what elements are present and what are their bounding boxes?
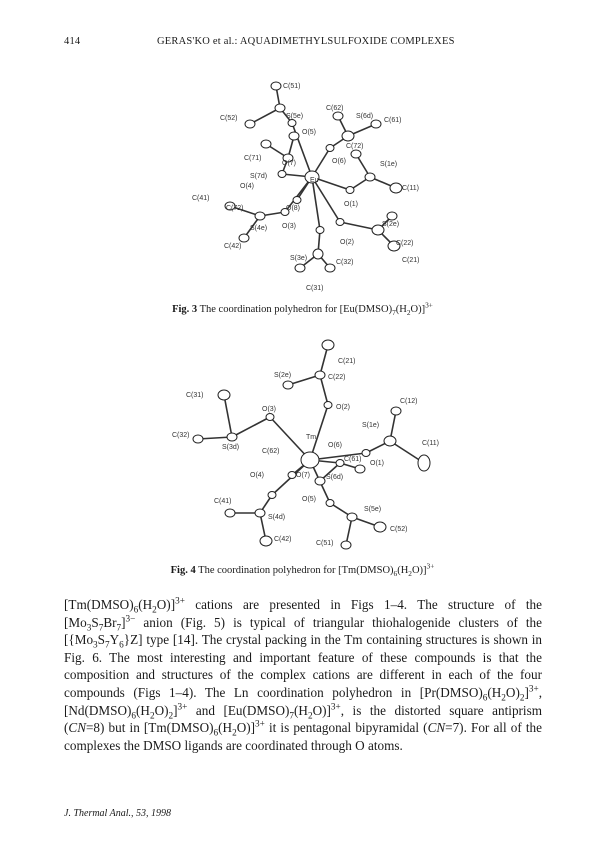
atom-label: C(52) (390, 526, 408, 533)
sup: 3+ (175, 595, 185, 606)
sub: 3 (93, 639, 98, 650)
figure-4-caption (60, 561, 545, 579)
atom-label: S(5e) (364, 506, 382, 513)
atom-label: C(42) (274, 536, 292, 543)
text-run: (H (136, 702, 150, 718)
atom-label: C(42) (224, 243, 242, 250)
text-run: cations are presented in Figs 1–4. The structure of the [Mo (64, 597, 542, 630)
sub: 2 (168, 710, 174, 721)
sub: 7 (105, 639, 110, 650)
atom-label: S(6d) (326, 474, 344, 481)
caption-text: (H (397, 565, 409, 576)
atom-label: O(2) (336, 404, 350, 411)
atom-label: O(8) (286, 205, 300, 212)
text-run: (H (487, 684, 502, 700)
atom-label: O(5) (302, 496, 316, 503)
caption-text: O)] (410, 304, 426, 315)
atom-label: Eu (310, 177, 319, 184)
sub: 6 (482, 692, 488, 703)
sub: 2 (307, 710, 313, 721)
text-run: =8) but in [Tm(DMSO) (86, 720, 214, 736)
sub: 7 (289, 710, 295, 721)
atom-label: O(6) (332, 158, 346, 165)
atom-label: C(62) (326, 105, 344, 112)
caption-sub: 7 (392, 308, 396, 318)
sup: 3+ (177, 701, 188, 712)
page-number: 414 (64, 36, 81, 47)
figure-4-structure (170, 335, 460, 560)
atom-label: Tm (306, 434, 317, 441)
atom-label: S(3d) (222, 444, 240, 451)
figure-3 (170, 78, 440, 300)
atom-label: C(72) (346, 143, 364, 150)
sub: 6 (133, 604, 139, 615)
figure-4-label: Fig. 4 (170, 565, 196, 576)
atom-label: C(21) (402, 257, 420, 264)
sup: 3+ (255, 718, 265, 729)
caption-sub: 6 (393, 569, 398, 579)
atom-label: C(51) (316, 540, 334, 547)
sub: 6 (213, 727, 219, 738)
atom-label: O(5) (302, 129, 316, 136)
atom-label: C(41) (192, 195, 210, 202)
atom-label: O(3) (262, 406, 276, 413)
sub: 3 (86, 622, 92, 633)
atom-label: O(3) (282, 223, 296, 230)
atom-label: C(52) (220, 115, 238, 122)
text-run: [Tm(DMSO) (64, 597, 134, 612)
atom-label: S(2e) (274, 372, 292, 379)
sub: 2 (519, 692, 525, 703)
caption-sub: 2 (408, 569, 412, 579)
text-run: O)] (236, 720, 255, 736)
atom-label: S(7d) (250, 173, 268, 180)
atom-label: C(31) (186, 392, 204, 399)
atom-label: S(1e) (362, 422, 380, 429)
atom-label: C(72) (226, 205, 244, 212)
caption-text: The coordination polyhedron for [Tm(DMSO) (198, 565, 394, 576)
text-run: O) (154, 702, 169, 718)
sup: 3+ (330, 701, 341, 712)
sub: 2 (501, 692, 506, 703)
text-run: ] (121, 614, 126, 630)
italic-run: CN (427, 720, 446, 736)
caption-text: O)] (411, 565, 427, 576)
atom-label: S(5e) (286, 113, 304, 120)
text-run: it is pentagonal bipyramidal ( (264, 720, 428, 736)
sub: 2 (149, 710, 155, 721)
atom-label: O(7) (296, 472, 310, 479)
atom-label: C(32) (336, 259, 354, 266)
atom-label: C(51) (283, 83, 301, 90)
text-run: and [Eu(DMSO) (187, 702, 290, 718)
atom-label: S(4d) (268, 514, 286, 521)
atom-label: C(62) (262, 448, 280, 455)
text-run: Y (109, 632, 120, 648)
text-run: }Z] type [14]. The crystal packing in the Tm containing structures is shown in Fig. 6. The most interesting and important feature of these compounds is that the composition and structures of the complex cations are different in each of the four compounds (Figs 1–4). The Ln coordination polyhedron in [Pr(DMSO) (64, 632, 542, 700)
caption-text: The coordination polyhedron for [Eu(DMSO) (199, 304, 393, 315)
text-run: S (91, 614, 99, 630)
atom-label: S(1e) (380, 161, 398, 168)
running-title: GERAS'KO et al.: AQUADIMETHYLSULFOXIDE COMPLEXES (157, 36, 455, 47)
caption-sub: 2 (406, 308, 411, 318)
atom-label: C(31) (306, 285, 324, 292)
body-paragraph (64, 596, 542, 754)
text-run: ] (524, 684, 529, 700)
sub: 2 (232, 727, 237, 738)
atom-label: C(71) (244, 155, 262, 162)
journal-footer: J. Thermal Anal., 53, 1998 (64, 808, 172, 819)
atom-label: C(21) (338, 358, 356, 365)
atom-label: C(22) (328, 374, 346, 381)
atom-label: O(2) (340, 239, 354, 246)
atom-label: C(12) (400, 398, 418, 405)
sub: 6 (119, 639, 124, 650)
atom-label: S(3e) (290, 255, 308, 262)
atom-label: C(11) (422, 440, 439, 447)
caption-sup: 3+ (426, 561, 435, 571)
text-run: O) (505, 684, 520, 700)
sub: 2 (152, 604, 157, 615)
atom-label: C(61) (384, 117, 402, 124)
sub: 7 (116, 622, 122, 633)
atom-label: O(1) (344, 201, 358, 208)
atom-label: C(11) (402, 185, 419, 192)
text-run: O)] (312, 702, 331, 718)
caption-sup: 3+ (425, 300, 433, 310)
sup: 3+ (528, 683, 539, 694)
atom-label: O(1) (370, 460, 384, 467)
text-run: (H (294, 702, 308, 718)
text-run: O)] (156, 597, 176, 612)
sup: 3− (125, 613, 136, 624)
atom-label: C(22) (396, 240, 414, 247)
caption-text: (H (395, 304, 407, 315)
text-run: (H (138, 597, 153, 612)
figure-4 (170, 335, 460, 560)
text-run: ] (173, 702, 178, 718)
text-run: anion (Fig. 5) is typical of triangular thiohalogenide clusters of the [{Mo (64, 614, 542, 648)
atom-label: S(4e) (250, 225, 268, 232)
text-run: Br (103, 614, 117, 630)
text-run: , [Nd(DMSO) (64, 684, 542, 718)
running-header (64, 36, 542, 50)
atom-label: C(61) (344, 456, 362, 463)
text-run: (H (218, 720, 233, 736)
atom-label: O(4) (240, 183, 254, 190)
atom-label: O(6) (328, 442, 342, 449)
text-run: , is the distorted square antiprism ( (64, 702, 542, 736)
atom-label: S(6d) (356, 113, 374, 120)
sub: 6 (131, 710, 137, 721)
body-text (64, 596, 542, 754)
atom-label: S(2e) (382, 221, 400, 228)
atom-label: O(7) (282, 160, 296, 167)
figure-3-structure (170, 78, 440, 300)
figure-3-caption (60, 300, 545, 318)
text-run: =7). For all of the complexes the DMSO ligands are coordinated through O atoms. (64, 720, 542, 753)
atom-label: O(4) (250, 472, 264, 479)
italic-run: CN (68, 720, 86, 736)
text-run: S (97, 632, 106, 648)
atom-label: C(41) (214, 498, 232, 505)
sub: 7 (98, 622, 104, 633)
figure-3-label: Fig. 3 (172, 304, 198, 315)
atom-label: C(32) (172, 432, 190, 439)
